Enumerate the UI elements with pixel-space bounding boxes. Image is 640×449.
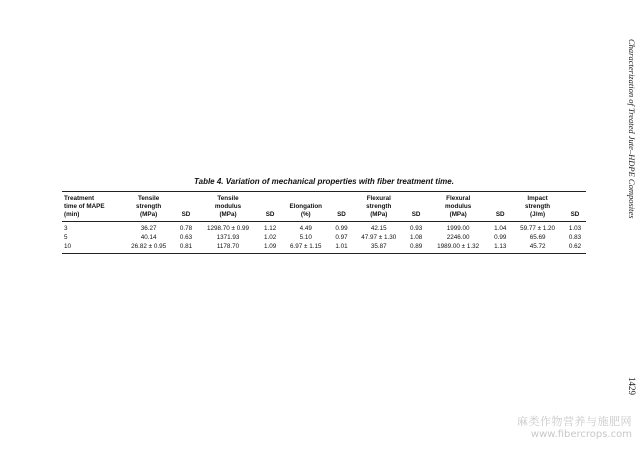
header-cell: SD <box>405 211 427 222</box>
table-cell: 4.49 <box>299 225 312 232</box>
header-cell: time of MAPE <box>64 203 105 210</box>
header-cell: Impact <box>511 192 564 204</box>
table-cell: 47.97 ± 1.30 <box>361 234 397 241</box>
running-head <box>626 40 638 240</box>
table-cell: 45.72 <box>511 242 564 254</box>
header-cell: modulus <box>214 203 242 210</box>
table-cell: 36.27 <box>140 225 157 232</box>
header-cell: strength <box>366 203 392 210</box>
table-cell: 0.63 <box>179 234 193 241</box>
table-cell: 0.89 <box>405 242 427 254</box>
header-cell: (MPa) <box>197 211 259 222</box>
header-cell: (MPa) <box>352 211 405 222</box>
header-cell: (J/m) <box>511 211 564 222</box>
header-cell <box>330 192 352 204</box>
watermark-url: www.fibercrops.com <box>530 429 632 440</box>
table-cell: 1999.00 <box>446 225 470 232</box>
table-cell: 1178.70 <box>197 242 259 254</box>
table-cell: 1371.93 <box>216 234 240 241</box>
header-cell: SD <box>564 211 586 222</box>
header-cell: Treatment <box>62 192 122 204</box>
table-cell: 59.77 ± 1.20 <box>520 225 556 232</box>
header-cell <box>175 203 197 211</box>
table-cell: 35.87 <box>352 242 405 254</box>
header-cell <box>281 192 330 204</box>
header-cell: (MPa) <box>122 211 175 222</box>
header-cell: (min) <box>62 211 122 222</box>
header-cell <box>564 192 586 204</box>
table-cell: 1.12 <box>263 225 277 232</box>
header-cell <box>405 192 427 204</box>
table-cell: 26.82 ± 0.95 <box>122 242 175 254</box>
table-cell: 10 <box>62 242 122 254</box>
table-cell: 0.99 <box>335 225 348 232</box>
running-head-text: Characterization of Treated Jute–HDPE Composites <box>627 39 637 219</box>
header-cell: Tensile <box>122 192 175 204</box>
header-cell <box>489 203 511 211</box>
table-cell: 0.83 <box>568 234 582 241</box>
header-cell <box>564 203 586 211</box>
page-number-text: 1429 <box>627 377 637 395</box>
header-cell: Flexural <box>427 192 489 204</box>
table-cell: 0.97 <box>335 234 348 241</box>
table-cell: 40.14 <box>140 234 157 241</box>
table-cell: 0.81 <box>175 242 197 254</box>
header-cell: Tensile <box>197 192 259 204</box>
table-cell: 2246.00 <box>446 234 470 241</box>
header-cell: modulus <box>445 203 472 210</box>
table-cell: 1298.70 ± 0.99 <box>207 225 249 232</box>
table-cell: 1.13 <box>489 242 511 254</box>
header-cell: strength <box>524 203 551 210</box>
download-note-suffix <box>0 144 30 149</box>
watermark-cn: 麻类作物营养与施肥网 <box>517 415 632 428</box>
table-row <box>62 233 586 242</box>
table-cell: 1.09 <box>259 242 281 254</box>
table-cell: 6.97 ± 1.15 <box>281 242 330 254</box>
header-cell: (MPa) <box>427 211 489 222</box>
table-cell: 0.78 <box>179 225 193 232</box>
table-header-row <box>62 203 586 211</box>
table-cell: 1989.00 ± 1.32 <box>427 242 489 254</box>
header-cell <box>405 203 427 211</box>
table-cell: 5 <box>64 234 68 241</box>
download-note <box>24 146 32 316</box>
header-cell <box>259 192 281 204</box>
table-cell: 65.69 <box>529 234 546 241</box>
header-cell <box>175 192 197 204</box>
table-header-row <box>62 211 586 222</box>
header-cell: Flexural <box>352 192 405 204</box>
table-cell: 1.04 <box>494 225 507 232</box>
header-cell: strength <box>136 203 162 210</box>
watermark <box>517 415 632 441</box>
table-cell: 0.62 <box>564 242 586 254</box>
header-cell: (%) <box>281 211 330 222</box>
table-row <box>62 222 586 234</box>
table-cell: 1.02 <box>263 234 277 241</box>
header-cell: Elongation <box>289 203 323 210</box>
table-cell: 1.01 <box>330 242 352 254</box>
table-cell: 1.08 <box>409 234 423 241</box>
table-cell: 3 <box>64 225 68 232</box>
header-cell <box>489 192 511 204</box>
header-cell: SD <box>259 211 281 222</box>
table-row <box>62 242 586 254</box>
table-cell: 1.03 <box>568 225 582 232</box>
table-cell: 5.10 <box>299 234 312 241</box>
table-header-row <box>62 192 586 204</box>
mechanical-properties-table <box>62 191 586 254</box>
header-cell: SD <box>330 211 352 222</box>
header-cell: SD <box>489 211 511 222</box>
header-cell <box>259 203 281 211</box>
table-caption: Table 4. Variation of mechanical properties with fiber treatment time. <box>194 177 454 186</box>
page-number <box>626 372 638 402</box>
header-cell <box>330 203 352 211</box>
table-cell: 0.99 <box>494 234 507 241</box>
header-cell: SD <box>175 211 197 222</box>
table-cell: 42.15 <box>370 225 387 232</box>
table-cell: 0.93 <box>409 225 423 232</box>
